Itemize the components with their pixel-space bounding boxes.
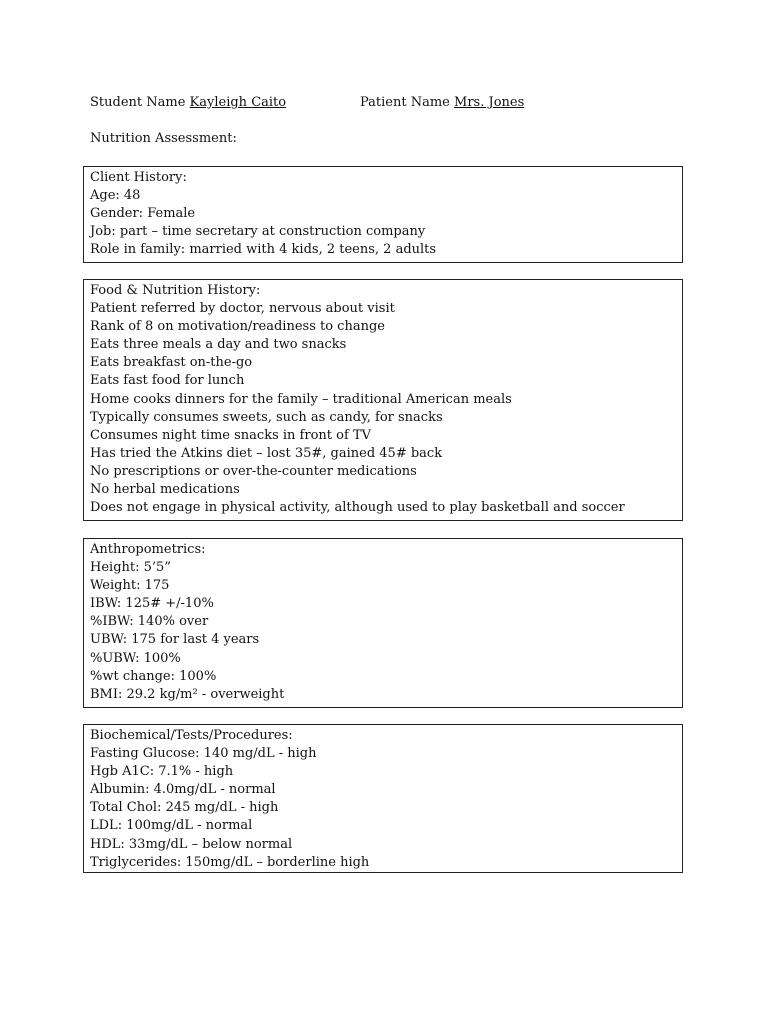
list-item: Height: 5’5” — [90, 560, 171, 576]
patient-name-value: Mrs. Jones — [454, 95, 525, 110]
student-name-field — [90, 94, 286, 112]
student-name-value: Kayleigh Caito — [189, 95, 287, 110]
list-item: No prescriptions or over-the-counter medications — [90, 463, 417, 479]
list-item: Weight: 175 — [90, 578, 170, 594]
list-item: Consumes night time snacks in front of TV — [90, 427, 371, 443]
list-item: Job: part – time secretary at construction company — [90, 224, 426, 240]
list-item: No herbal medications — [90, 482, 240, 498]
list-item: %UBW: 100% — [90, 650, 181, 666]
page-title: Nutrition Assessment: — [90, 131, 237, 146]
section-heading: Biochemical/Tests/Procedures: — [90, 728, 293, 743]
list-item: Has tried the Atkins diet – lost 35#, gained 45# back — [90, 445, 443, 461]
list-item: Home cooks dinners for the family – traditional American meals — [90, 391, 512, 407]
list-item: Hgb A1C: 7.1% - high — [90, 764, 234, 780]
list-item: Total Chol: 245 mg/dL - high — [90, 800, 279, 816]
list-item: Fasting Glucose: 140 mg/dL - high — [90, 746, 317, 762]
list-item: Eats three meals a day and two snacks — [90, 337, 347, 353]
list-item: HDL: 33mg/dL – below normal — [90, 836, 293, 852]
list-item: Triglycerides: 150mg/dL – borderline high — [90, 854, 370, 870]
anthropometrics-box — [83, 538, 683, 708]
list-item: IBW: 125# +/-10% — [90, 596, 214, 612]
list-item: UBW: 175 for last 4 years — [90, 632, 260, 648]
student-name-label: Student Name — [90, 95, 186, 110]
patient-name-field — [360, 94, 524, 112]
list-item: %IBW: 140% over — [90, 614, 209, 630]
list-item: Gender: Female — [90, 206, 196, 222]
list-item: Albumin: 4.0mg/dL - normal — [90, 782, 276, 798]
section-heading: Food & Nutrition History: — [90, 283, 261, 298]
list-item: LDL: 100mg/dL - normal — [90, 818, 253, 834]
patient-name-label: Patient Name — [360, 95, 450, 110]
list-item: BMI: 29.2 kg/m² - overweight — [90, 686, 285, 702]
list-item: Rank of 8 on motivation/readiness to change — [90, 319, 385, 335]
section-heading: Anthropometrics: — [90, 542, 206, 557]
list-item: %wt change: 100% — [90, 668, 217, 684]
list-item: Eats fast food for lunch — [90, 373, 245, 389]
section-heading: Client History: — [90, 170, 187, 185]
list-item: Typically consumes sweets, such as candy, for snacks — [90, 409, 443, 425]
list-item: Eats breakfast on-the-go — [90, 355, 253, 371]
client-history-box — [83, 166, 683, 263]
document-header — [90, 94, 690, 114]
list-item: Patient referred by doctor, nervous about visit — [90, 301, 395, 317]
list-item: Role in family: married with 4 kids, 2 teens, 2 adults — [90, 242, 437, 258]
list-item: Does not engage in physical activity, although used to play basketball and soccer — [90, 500, 625, 516]
list-item: Age: 48 — [90, 188, 141, 204]
food-nutrition-history-box — [83, 279, 683, 521]
biochemical-tests-box — [83, 724, 683, 873]
